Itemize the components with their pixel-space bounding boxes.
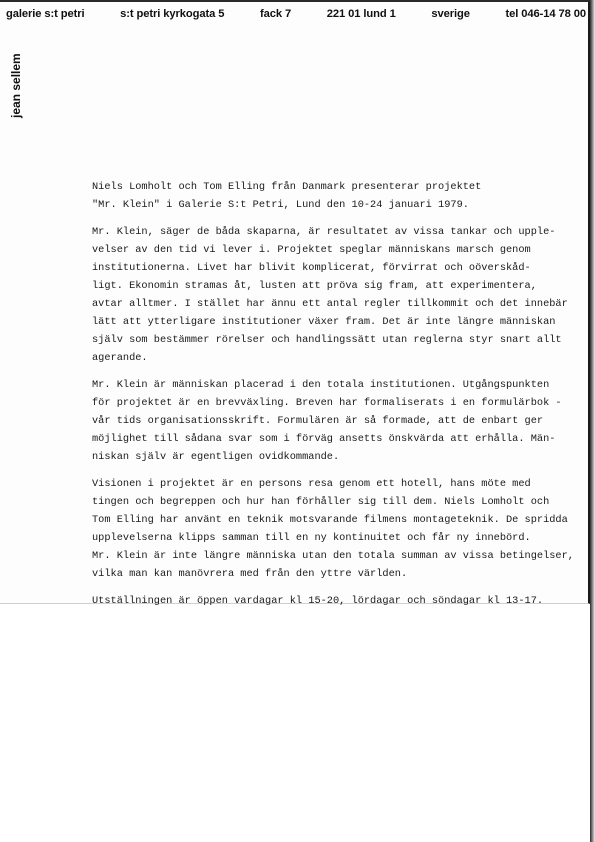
text-line: vår tids organisationsskrift. Formulären är så formade, att de enbart ger: [92, 415, 544, 427]
text-line: Tom Elling har använt en teknik motsvarande filmens montageteknik. De spridda: [92, 514, 568, 526]
paragraph-hours: [92, 592, 562, 610]
letterhead-country: sverige: [431, 8, 470, 20]
text-line: institutionerna. Livet har blivit komplicerat, förvirrat och oöverskåd-: [92, 262, 531, 274]
text-line: velser av den tid vi lever i. Projektet speglar människans marsch genom: [92, 244, 531, 256]
letterhead-gallery: galerie s:t petri: [6, 8, 85, 20]
text-line: lätt att ytterligare institutioner växer fram. Det är inte längre människan: [92, 316, 556, 328]
text-line: niskan själv är egentligen ovidkommande.: [92, 451, 340, 463]
paragraph-intro: [92, 178, 562, 214]
text-line: Utställningen är öppen vardagar kl 15-20, lördagar och söndagar kl 13-17.: [92, 595, 544, 607]
paragraph-vision: [92, 475, 574, 583]
text-line: själv som bestämmer rörelser och handlingssätt utan reglerna styr snart allt: [92, 334, 562, 346]
text-line: möjlighet till sådana svar som i förväg ansetts önskvärda att erhålla. Män-: [92, 433, 556, 445]
text-line: avtar alltmer. I stället har ännu ett antal regler tillkommit och det innebär: [92, 298, 568, 310]
page-edge-shadow: [590, 0, 595, 842]
text-line: Visionen i projektet är en persons resa genom ett hotell, hans möte med: [92, 478, 531, 490]
text-line: Mr. Klein är människan placerad i den totala institutionen. Utgångspunkten: [92, 379, 550, 391]
letterhead: [6, 8, 586, 20]
text-line: "Mr. Klein" i Galerie S:t Petri, Lund den 10-24 januari 1979.: [92, 199, 469, 211]
text-line: Mr. Klein, säger de båda skaparna, är resultatet av vissa tankar och upple-: [92, 226, 556, 238]
text-line: agerande.: [92, 352, 148, 364]
letterhead-phone: tel 046-14 78 00: [505, 8, 586, 20]
text-line: vilka man kan manövrera med från den yttre världen.: [92, 568, 408, 580]
text-line: Niels Lomholt och Tom Elling från Danmark presenterar projektet: [92, 181, 482, 193]
side-name: jean sellem: [9, 53, 23, 118]
text-line: ligt. Ekonomin stramas åt, lusten att pröva sig fram, att experimentera,: [92, 280, 537, 292]
letterhead-box: fack 7: [260, 8, 292, 20]
letterhead-postal: 221 01 lund 1: [326, 8, 396, 20]
paragraph-project: [92, 223, 568, 367]
text-line: upplevelserna klipps samman till en ny kontinuitet och får ny innebörd.: [92, 532, 531, 544]
letter-body: [92, 178, 574, 619]
letterhead-street: s:t petri kyrkogata 5: [120, 8, 225, 20]
paragraph-institution: [92, 376, 562, 466]
text-line: för projektet är en brevväxling. Breven har formaliserats i en formulärbok -: [92, 397, 562, 409]
text-line: Mr. Klein är inte längre människa utan den totala summan av vissa betingelser,: [92, 550, 574, 562]
text-line: tingen och begreppen och hur han förhåller sig till dem. Niels Lomholt och: [92, 496, 550, 508]
sheet-top-edge: [0, 0, 590, 2]
